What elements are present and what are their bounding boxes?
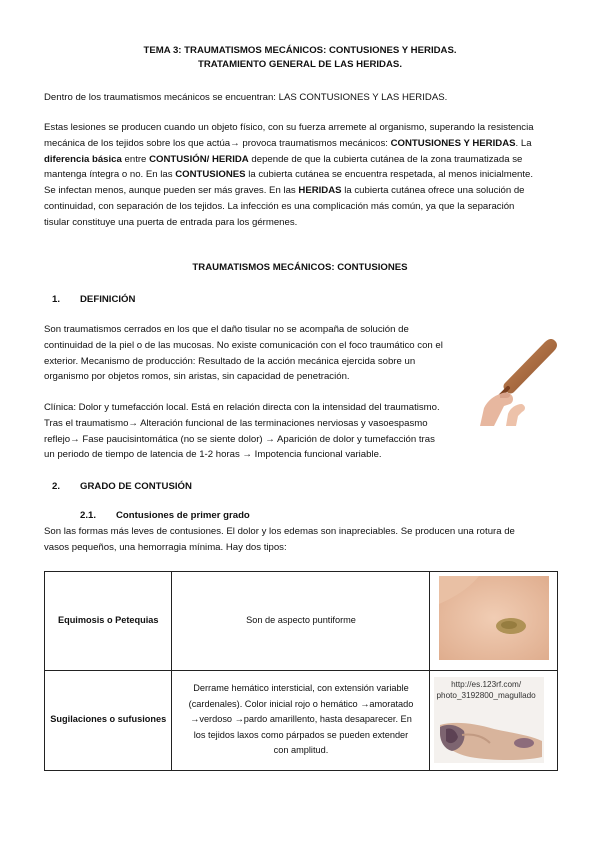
row2-desc-line: con amplitud.	[273, 745, 329, 756]
para2-bold: CONTUSIÓN/ HERIDA	[149, 153, 249, 165]
document-title	[0, 44, 600, 72]
para2-text: entre	[121, 153, 150, 165]
row1-image-cell	[430, 572, 558, 671]
row2-desc-line: los tejidos laxos como párpados se pueden extender	[193, 729, 409, 740]
def-line-3: exterior. Mecanismo de producción: Resultado de la acción mecánica ejercida sobre un	[44, 355, 416, 367]
watermark-text	[436, 679, 535, 701]
contusion-types-table	[44, 571, 558, 771]
clin-line-2: Tras el traumatismo→ Alteración funcional de las terminaciones nerviosas y vasoespasmo	[44, 417, 428, 429]
row2-name: Sugilaciones o sufusiones	[45, 670, 172, 770]
section-heading: TRAUMATISMOS MECÁNICOS: CONTUSIONES	[192, 262, 408, 273]
para2-line-5	[44, 183, 564, 199]
row2-desc-line: →verdoso →pardo amarillento, hasta desaparecer. En	[190, 714, 412, 725]
title-line-1: TEMA 3: TRAUMATISMOS MECÁNICOS: CONTUSIONES Y HERIDAS.	[143, 45, 457, 56]
para2-text: Se infectan menos, aunque pueden ser más graves. En las	[44, 185, 299, 197]
para2-text: . La	[515, 137, 532, 149]
para2-line-1: Estas lesiones se producen cuando un objeto físico, con su fuerza arremete al organismo, superando la resistencia	[44, 122, 534, 133]
para2-bold: HERIDAS	[298, 185, 342, 197]
first-grade-paragraph	[44, 524, 564, 556]
sub21-line-1: Son las formas más leves de contusiones. El dolor y los edemas son inapreciables. Se producen una rotura de	[44, 526, 515, 537]
def-line-4: organismo por objetos romos, sin aristas, sin capacidad de penetración.	[44, 371, 350, 383]
para2-bold: diferencia básica	[44, 153, 122, 165]
para2-bold: CONTUSIONES	[175, 169, 246, 181]
subsection-2-1-number: 2.1.	[80, 510, 97, 521]
subsection-2-1-title: Contusiones de primer grado	[116, 510, 250, 521]
section-1-number: 1.	[52, 294, 61, 305]
definition-paragraph	[44, 322, 474, 385]
para2-text: mantenga íntegra o no. En las	[44, 169, 176, 181]
para2-text: mecánica de los tejidos sobre los que actúa→ provoca traumatismos mecánicos:	[44, 137, 391, 149]
table-row	[45, 670, 558, 770]
lesions-paragraph	[44, 120, 564, 231]
bruised-foot-image	[434, 677, 544, 763]
para2-line-6: continuidad, con separación de los tejidos. La infección es una complicación más común, ya que la separación	[44, 200, 515, 212]
para2-text: la cubierta cutánea se encuentra respetada, al menos inicialmente.	[245, 169, 534, 181]
watermark-line-2: photo_3192800_magullado	[436, 691, 536, 701]
petechiae-skin-image	[439, 576, 549, 660]
title-line-2: TRATAMIENTO GENERAL DE LAS HERIDAS.	[198, 59, 402, 70]
def-line-2: continuidad de la piel o de las mucosas. No existe comunicación con el foco traumático con el	[44, 339, 443, 351]
watermark-line-1: http://es.123rf.com/	[451, 680, 522, 690]
para2-bold: CONTUSIONES Y HERIDAS	[390, 137, 516, 149]
para2-line-7: tisular constituye una puerta de entrada para los gérmenes.	[44, 216, 298, 228]
intro-paragraph: Dentro de los traumatismos mecánicos se encuentran: LAS CONTUSIONES Y LAS HERIDAS.	[44, 92, 448, 103]
row1-name: Equimosis o Petequias	[45, 572, 172, 671]
row2-image-cell	[430, 670, 558, 770]
section-1-title: DEFINICIÓN	[80, 294, 136, 305]
clin-line-1: Clínica: Dolor y tumefacción local. Está en relación directa con la intensidad del traumatismo.	[44, 402, 440, 413]
sub21-line-2: vasos pequeños, una hemorragia mínima. Hay dos tipos:	[44, 541, 287, 553]
para2-text: la cubierta cutánea ofrece una solución de	[341, 185, 525, 197]
para2-line-3	[44, 152, 564, 168]
row2-desc-line: Derrame hemático intersticial, con extensión variable	[193, 683, 409, 694]
def-line-1: Son traumatismos cerrados en los que el daño tisular no se acompaña de solución de	[44, 324, 409, 335]
clin-line-3: reflejo→ Fase paucisintomática (no se siente dolor) → Aparición de dolor y tumefacción tras	[44, 433, 435, 445]
section-2-title: GRADO DE CONTUSIÓN	[80, 481, 192, 492]
clin-line-4: un periodo de tiempo de latencia de 1-2 horas → Impotencia funcional variable.	[44, 449, 382, 461]
para2-line-4	[44, 167, 564, 183]
para2-text: depende de que la cubierta cutánea de la zona traumatizada se	[248, 153, 523, 165]
row2-desc-line: (cardenales). Color inicial rojo o hemático →amoratado	[188, 698, 414, 709]
row2-desc	[172, 670, 430, 770]
section-2-number: 2.	[52, 481, 61, 492]
row1-desc: Son de aspecto puntiforme	[172, 572, 430, 671]
baseball-bat-image	[478, 334, 560, 426]
table-row	[45, 572, 558, 671]
clinical-paragraph	[44, 400, 484, 463]
para2-line-2	[44, 136, 564, 152]
